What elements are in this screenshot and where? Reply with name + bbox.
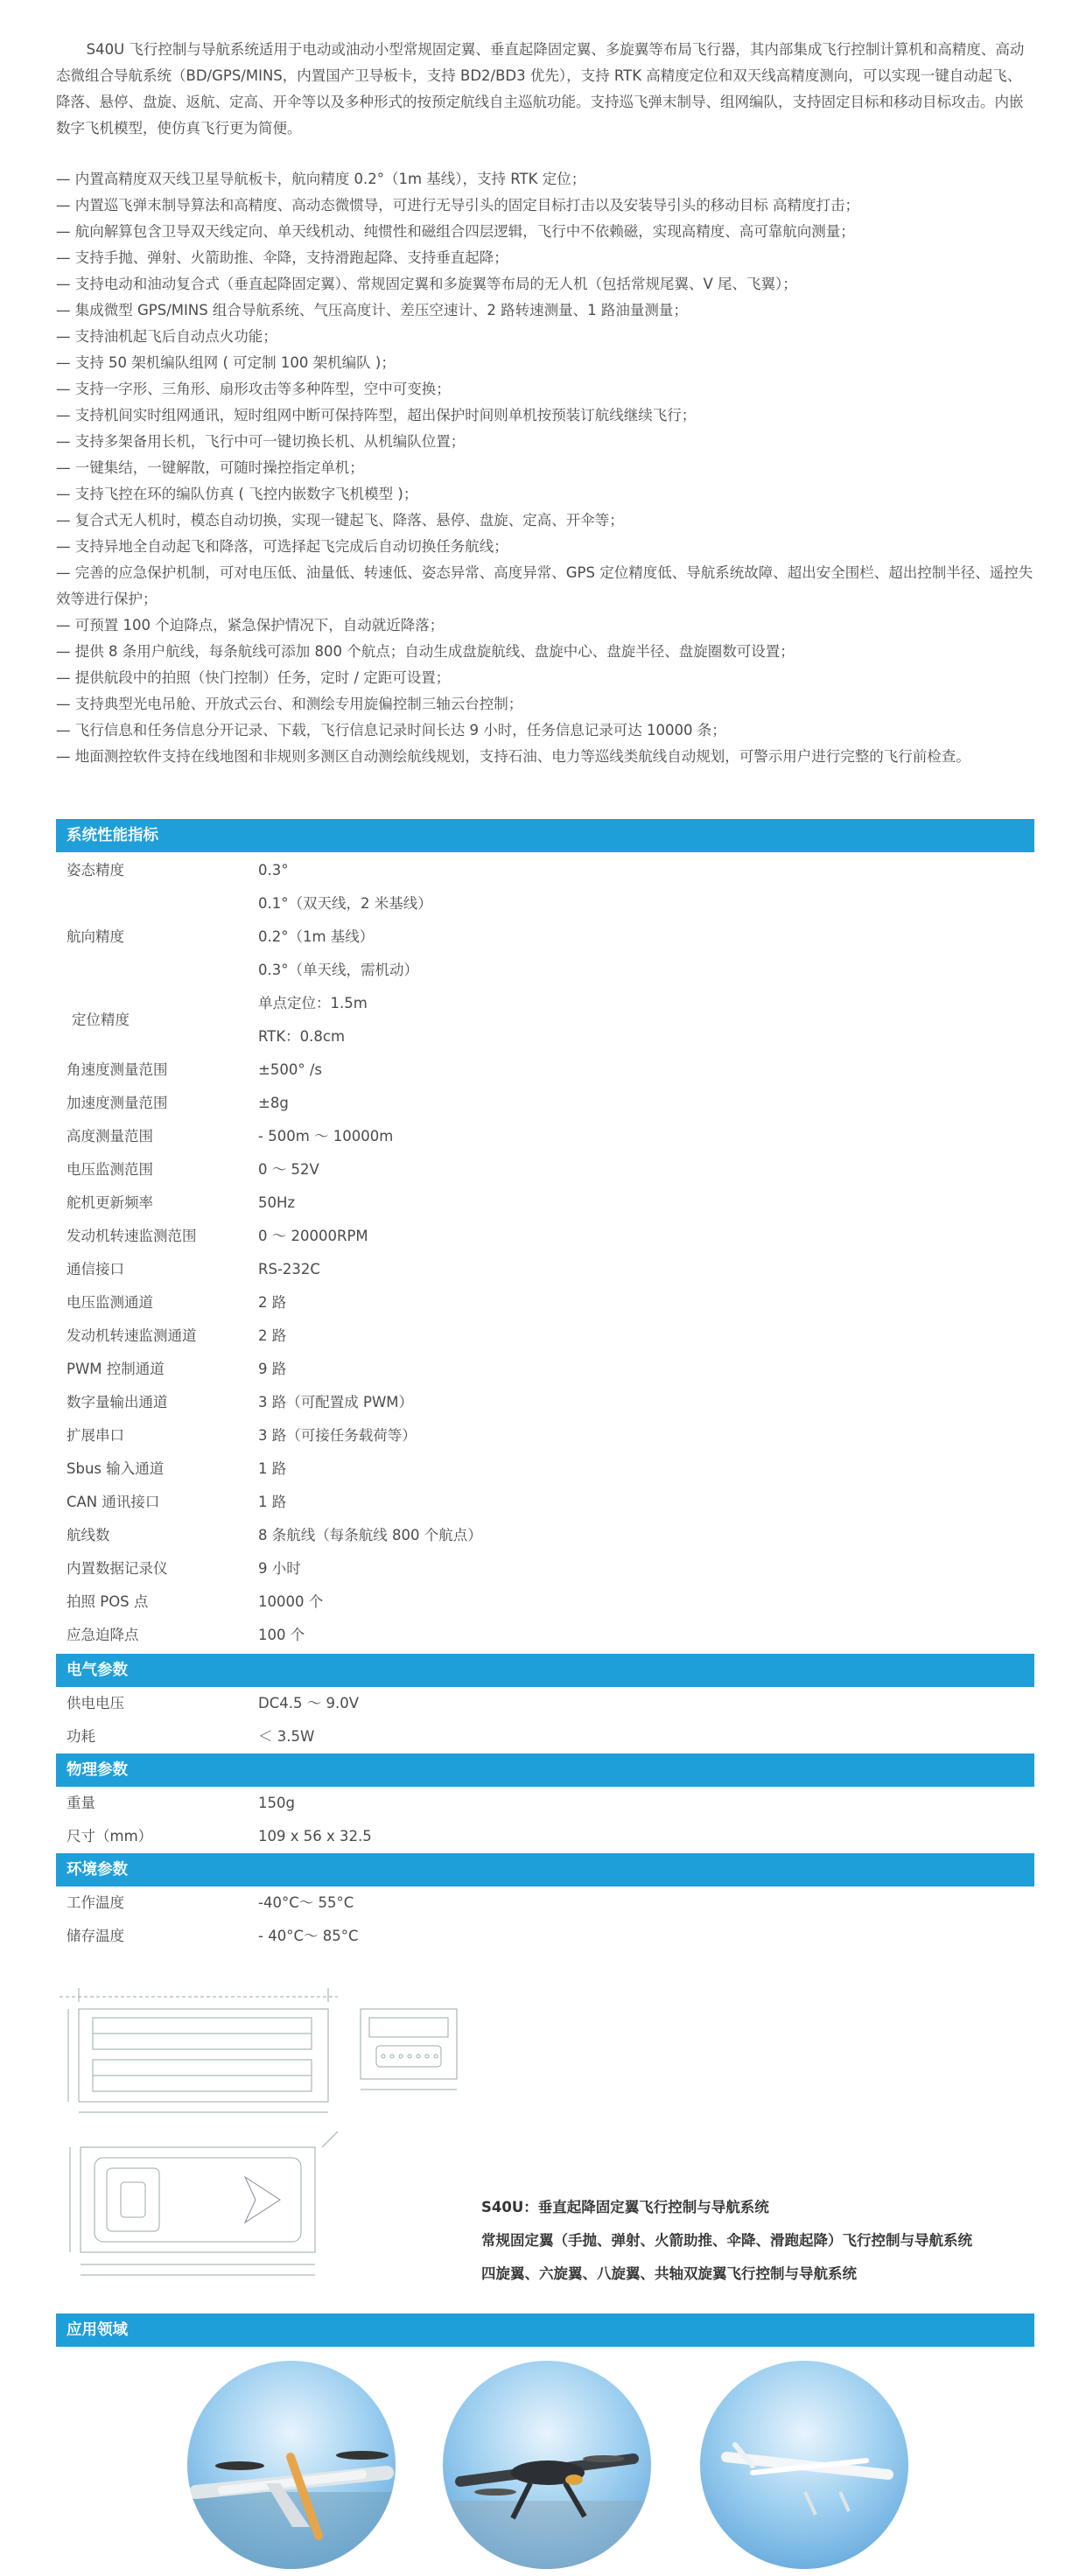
spec-label: 供电电压 (67, 1695, 124, 1712)
feature-item: — 支持机间实时组网通讯，短时组网中断可保持阵型，超出保护时间则单机按预装订航线继续飞行； (56, 407, 697, 424)
spec-label: 扩展串口 (67, 1427, 124, 1444)
spec-row (67, 1120, 1029, 1153)
spec-value: 0 ～ 52V (258, 1161, 319, 1178)
spec-row (67, 1820, 1029, 1853)
feature-item: — 航向解算包含卫导双天线定向、单天线机动、纯惯性和磁组合四层逻辑，飞行中不依赖磁，实现高精度、高可靠航向测量； (56, 223, 855, 240)
spec-value: 0.3°（单天线，需机动） (258, 962, 418, 978)
spec-value: 0.1°（双天线，2 米基线） (258, 895, 432, 912)
feature-item: — 支持油机起飞后自动点火功能； (56, 328, 277, 345)
spec-value: 10000 个 (258, 1593, 324, 1610)
spec-label: 通信接口 (67, 1261, 124, 1278)
spec-label: 发动机转速监测范围 (67, 1228, 197, 1244)
spec-row (67, 1920, 1029, 1953)
spec-label: 重量 (67, 1795, 95, 1811)
feature-item: — 支持多架备用长机，飞行中可一键切换长机、从机编队位置； (56, 433, 466, 450)
spec-row (67, 1186, 1029, 1220)
feature-item: — 支持 50 架机编队组网 ( 可定制 100 架机编队 )； (56, 354, 396, 371)
feature-item: — 地面测控软件支持在线地图和非规则多测区自动测绘航线规划，支持石油、电力等巡线类航线自动规划，可警示用户进行完整的飞行前检查。 (56, 748, 970, 765)
spec-row (67, 1519, 1029, 1552)
feature-item: — 飞行信息和任务信息分开记录、下载，飞行信息记录时间长达 9 小时，任务信息记录可达 10000 条； (56, 722, 726, 738)
spec-label: 内置数据记录仪 (67, 1560, 168, 1577)
spec-value: 50Hz (258, 1194, 296, 1211)
spec-value: 1 路 (258, 1494, 287, 1510)
spec-label: 功耗 (67, 1728, 95, 1745)
spec-row (67, 1552, 1029, 1586)
spec-value: 8 条航线（每条航线 800 个航点） (258, 1527, 482, 1544)
spec-row (67, 1419, 1029, 1452)
feature-list (56, 166, 1034, 770)
spec-value: 0.3° (258, 862, 289, 878)
spec-label: Sbus 输入通道 (67, 1460, 165, 1477)
dimension-drawing-svg (60, 1979, 471, 2284)
spec-row (67, 1220, 1029, 1253)
feature-item: — 提供航段中的拍照（快门控制）任务，定时 / 定距可设置； (56, 669, 451, 686)
spec-row (67, 1619, 1029, 1652)
spec-value: ±8g (258, 1095, 289, 1111)
spec-row (67, 1687, 1029, 1720)
spec-row (67, 1886, 1029, 1920)
spec-label: 舵机更新频率 (67, 1194, 153, 1211)
spec-value: 0 ～ 20000RPM (258, 1228, 368, 1244)
feature-item: — 复合式无人机时，模态自动切换，实现一键起飞、降落、悬停、盘旋、定高、开伞等； (56, 512, 624, 528)
feature-item: — 完善的应急保护机制，可对电压低、油量低、转速低、姿态异常、高度异常、GPS 定位精度低、导航系统故障、超出安全围栏、超出控制半径、遥控失效等进行保护； (56, 564, 1033, 607)
spec-label: 加速度测量范围 (67, 1095, 168, 1111)
spec-label: 航向精度 (67, 928, 124, 945)
section-header-physical: 物理参数 (56, 1754, 1034, 1787)
feature-item: — 支持一字形、三角形、扇形攻击等多种阵型，空中可变换； (56, 381, 451, 397)
spec-value: RTK：0.8cm (258, 1028, 346, 1045)
spec-value: 2 路 (258, 1294, 287, 1311)
section-header-application: 应用领域 (56, 2314, 1034, 2347)
spec-value: 100 个 (258, 1627, 305, 1643)
section-header-electrical: 电气参数 (56, 1654, 1034, 1687)
spec-value: RS-232C (258, 1261, 320, 1278)
spec-row (67, 1253, 1029, 1286)
spec-label: 航线数 (67, 1527, 110, 1544)
spec-value: DC4.5 ～ 9.0V (258, 1695, 359, 1712)
spec-value: 单点定位：1.5m (258, 995, 368, 1012)
spec-value: 150g (258, 1795, 295, 1811)
section-header-performance: 系统性能指标 (56, 819, 1034, 852)
spec-value: 3 路（可接任务载荷等） (258, 1427, 417, 1444)
spec-row (67, 1452, 1029, 1486)
application-image-vtol (187, 2361, 396, 2569)
feature-item: — 支持飞控在环的编队仿真 ( 飞控内嵌数字飞机模型 )； (56, 486, 418, 502)
feature-item: — 支持异地全自动起飞和降落，可选择起飞完成后自动切换任务航线； (56, 538, 508, 555)
feature-item: — 支持电动和油动复合式（垂直起降固定翼）、常规固定翼和多旋翼等布局的无人机（包括常规尾翼、V 尾、飞翼）； (56, 276, 797, 292)
spec-row (67, 1286, 1029, 1320)
spec-value: -40°C～ 55°C (258, 1894, 354, 1911)
product-line: 常规固定翼（手抛、弹射、火箭助推、伞降、滑跑起降）飞行控制与导航系统 (481, 2232, 972, 2249)
spec-label: 尺寸（mm） (67, 1828, 153, 1844)
spec-value: - 500m ～ 10000m (258, 1128, 394, 1144)
spec-value: 1 路 (258, 1460, 287, 1477)
intro-paragraph: S40U 飞行控制与导航系统适用于电动或油动小型常规固定翼、垂直起降固定翼、多旋翼等布局飞行器，其内部集成飞行控制计算机和高精度、高动态微组合导航系统（BD/GPS/MINS，内置国产卫导板卡，支持 BD2/BD3 优先），支持 RTK 高精度定位和双天线高精度测向，可以实现一键自动起飞、降落、悬停、盘旋、返航、定高、开伞等以及多种形式的按预定航线自主巡航功能。支持巡飞弹末制导、组网编队，支持固定目标和移动目标攻击。内嵌数字飞机模型，使仿真飞行更为简便。 (56, 41, 1025, 136)
feature-item: — 支持典型光电吊舱、开放式云台、和测绘专用旋偏控制三轴云台控制； (56, 696, 523, 712)
spec-row (67, 1153, 1029, 1186)
spec-value: 109 x 56 x 32.5 (258, 1828, 372, 1844)
feature-item: — 内置巡飞弹末制导算法和高精度、高动态微惯导，可进行无导引头的固定目标打击以及安装导引头的移动目标 高精度打击； (56, 197, 859, 214)
spec-row (67, 1087, 1029, 1120)
spec-label: 拍照 POS 点 (67, 1593, 149, 1610)
fixed-wing-aircraft-icon (700, 2361, 908, 2569)
spec-row (67, 1353, 1029, 1386)
spec-label: 储存温度 (67, 1928, 124, 1944)
spec-row (67, 887, 1029, 987)
spec-value: 0.2°（1m 基线） (258, 928, 375, 945)
spec-value: - 40°C～ 85°C (258, 1928, 359, 1944)
multirotor-aircraft-icon (443, 2361, 651, 2569)
spec-label: 数字量输出通道 (67, 1394, 168, 1410)
feature-item: — 支持手抛、弹射、火箭助推、伞降，支持滑跑起降、支持垂直起降； (56, 249, 508, 266)
spec-value: ±500° /s (258, 1061, 322, 1078)
spec-row (67, 1787, 1029, 1820)
spec-label: 发动机转速监测通道 (67, 1327, 197, 1344)
product-line: 四旋翼、六旋翼、八旋翼、共轴双旋翼飞行控制与导航系统 (481, 2265, 857, 2282)
spec-label: 电压监测通道 (67, 1294, 153, 1311)
feature-item: — 内置高精度双天线卫星导航板卡，航向精度 0.2°（1m 基线），支持 RTK 定位； (56, 171, 586, 187)
spec-row (67, 1486, 1029, 1519)
spec-label: 高度测量范围 (67, 1128, 153, 1144)
spec-label: 角速度测量范围 (67, 1061, 168, 1078)
application-image-multirotor (443, 2361, 651, 2569)
spec-row (67, 1720, 1029, 1754)
spec-row (67, 1320, 1029, 1353)
spec-row (67, 987, 1029, 1054)
spec-label: 工作温度 (67, 1894, 124, 1911)
top-view-outline (79, 2009, 328, 2102)
application-image-fixed-wing (700, 2361, 908, 2569)
spec-row (67, 1386, 1029, 1419)
spec-label: 应急迫降点 (67, 1627, 139, 1643)
spec-label: 定位精度 (72, 1012, 130, 1028)
spec-value: 3 路（可配置成 PWM） (258, 1394, 413, 1410)
spec-label: 姿态精度 (67, 862, 124, 878)
side-view-outline (361, 2009, 457, 2079)
spec-value: 9 路 (258, 1361, 287, 1377)
spec-label: 电压监测范围 (67, 1161, 153, 1178)
feature-item: — 集成微型 GPS/MINS 组合导航系统、气压高度计、差压空速计、2 路转速测量、1 路油量测量； (56, 302, 688, 318)
feature-item: — 提供 8 条用户航线，每条航线可添加 800 个航点；自动生成盘旋航线、盘旋中心、盘旋半径、盘旋圈数可设置； (56, 643, 795, 660)
spec-label: PWM 控制通道 (67, 1361, 165, 1377)
product-title: S40U：垂直起降固定翼飞行控制与导航系统 (481, 2199, 769, 2216)
spec-value: ＜ 3.5W (258, 1728, 315, 1745)
spec-value: 2 路 (258, 1327, 287, 1344)
feature-item: — 一键集结，一键解散，可随时操控指定单机； (56, 459, 364, 476)
section-header-environment: 环境参数 (56, 1853, 1034, 1886)
spec-row (67, 854, 1029, 887)
spec-row (67, 1054, 1029, 1087)
feature-item: — 可预置 100 个迫降点，紧急保护情况下，自动就近降落； (56, 617, 445, 634)
spec-label: CAN 通讯接口 (67, 1494, 160, 1510)
dimension-drawing (60, 1979, 471, 2284)
spec-row (67, 1586, 1029, 1619)
spec-value: 9 小时 (258, 1560, 301, 1577)
vtol-aircraft-icon (187, 2361, 396, 2569)
